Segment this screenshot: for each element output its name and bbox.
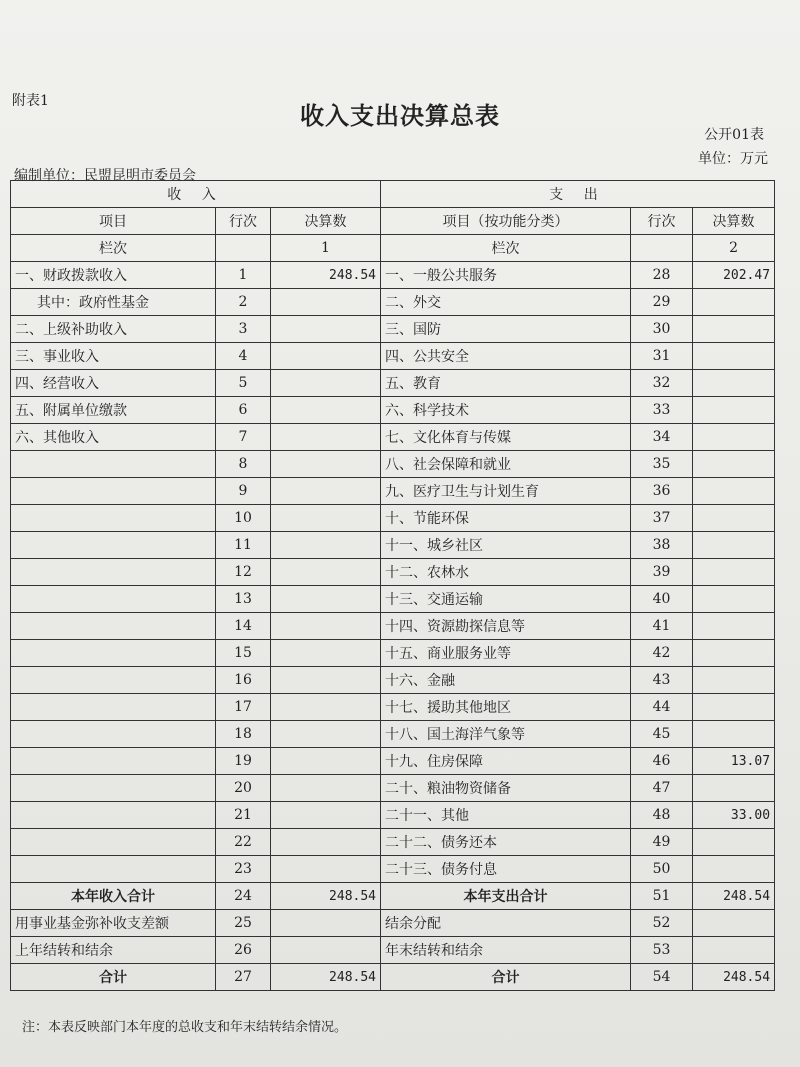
income-expense-table	[10, 180, 775, 991]
income-line-cell: 6	[216, 397, 271, 424]
expense-line-cell: 49	[631, 829, 693, 856]
expense-line-cell: 34	[631, 424, 693, 451]
table-row	[11, 586, 775, 613]
table-row	[11, 748, 775, 775]
income-line-cell: 1	[216, 262, 271, 289]
income-line-cell: 2	[216, 289, 271, 316]
income-item-cell: 四、经营收入	[11, 370, 216, 397]
table-row	[11, 829, 775, 856]
expense-item-cell: 十八、国土海洋气象等	[381, 721, 631, 748]
expense-line-cell: 42	[631, 640, 693, 667]
expense-line-cell: 50	[631, 856, 693, 883]
income-amount-cell	[271, 829, 381, 856]
expense-item-cell: 十三、交通运输	[381, 586, 631, 613]
income-line-cell: 11	[216, 532, 271, 559]
income-item-cell	[11, 775, 216, 802]
table-row	[11, 964, 775, 991]
column-header-row	[11, 208, 775, 235]
expense-amount-cell	[693, 424, 775, 451]
income-amount-cell	[271, 856, 381, 883]
expense-amount-cell	[693, 316, 775, 343]
attachment-label: 附表1	[12, 93, 49, 109]
income-amount-cell	[271, 397, 381, 424]
expense-line-cell: 37	[631, 505, 693, 532]
expense-amount-cell	[693, 505, 775, 532]
col-index-2: 2	[693, 235, 775, 262]
income-amount-cell	[271, 586, 381, 613]
income-line-cell: 15	[216, 640, 271, 667]
expense-line-cell: 54	[631, 964, 693, 991]
income-amount-cell	[271, 316, 381, 343]
col-header-line: 行次	[216, 208, 271, 235]
expense-line-cell: 47	[631, 775, 693, 802]
expense-amount-cell	[693, 937, 775, 964]
expense-item-cell: 三、国防	[381, 316, 631, 343]
expense-item-cell: 二十、粮油物资储备	[381, 775, 631, 802]
expense-amount-cell	[693, 694, 775, 721]
income-amount-cell	[271, 505, 381, 532]
income-line-cell: 5	[216, 370, 271, 397]
income-amount-cell	[271, 640, 381, 667]
table-row	[11, 694, 775, 721]
expense-amount-cell: 33.00	[693, 802, 775, 829]
expense-item-cell: 六、科学技术	[381, 397, 631, 424]
col-header-line-2: 行次	[631, 208, 693, 235]
expense-amount-cell	[693, 613, 775, 640]
expense-item-cell: 二、外交	[381, 289, 631, 316]
income-amount-cell: 248.54	[271, 964, 381, 991]
expense-amount-cell	[693, 775, 775, 802]
expense-amount-cell: 248.54	[693, 964, 775, 991]
expense-item-cell: 结余分配	[381, 910, 631, 937]
income-amount-cell	[271, 613, 381, 640]
table-row	[11, 262, 775, 289]
expense-amount-cell	[693, 532, 775, 559]
income-line-cell: 18	[216, 721, 271, 748]
income-line-cell: 13	[216, 586, 271, 613]
income-item-cell	[11, 586, 216, 613]
table-row	[11, 910, 775, 937]
expense-line-cell: 46	[631, 748, 693, 775]
expense-item-cell: 一、一般公共服务	[381, 262, 631, 289]
col-index-label: 栏次	[11, 235, 216, 262]
table-row	[11, 613, 775, 640]
expense-item-cell: 二十三、债务付息	[381, 856, 631, 883]
income-line-cell: 25	[216, 910, 271, 937]
table-row	[11, 640, 775, 667]
expense-amount-cell	[693, 370, 775, 397]
income-item-cell: 用事业基金弥补收支差额	[11, 910, 216, 937]
income-amount-cell	[271, 370, 381, 397]
income-item-cell	[11, 748, 216, 775]
table-row	[11, 505, 775, 532]
col-index-1: 1	[271, 235, 381, 262]
income-item-cell: 其中：政府性基金	[11, 289, 216, 316]
expense-amount-cell	[693, 451, 775, 478]
income-line-cell: 26	[216, 937, 271, 964]
income-amount-cell	[271, 694, 381, 721]
expense-item-cell: 十五、商业服务业等	[381, 640, 631, 667]
expense-item-cell: 十一、城乡社区	[381, 532, 631, 559]
income-amount-cell	[271, 721, 381, 748]
expense-item-cell: 九、医疗卫生与计划生育	[381, 478, 631, 505]
expense-item-cell: 十四、资源勘探信息等	[381, 613, 631, 640]
expense-line-cell: 36	[631, 478, 693, 505]
table-row	[11, 559, 775, 586]
expense-line-cell: 30	[631, 316, 693, 343]
table-row	[11, 451, 775, 478]
table-row	[11, 532, 775, 559]
expense-amount-cell: 202.47	[693, 262, 775, 289]
income-line-cell: 23	[216, 856, 271, 883]
expense-amount-cell	[693, 856, 775, 883]
income-item-cell: 五、附属单位缴款	[11, 397, 216, 424]
expense-item-cell: 五、教育	[381, 370, 631, 397]
expense-amount-cell	[693, 667, 775, 694]
income-item-cell: 上年结转和结余	[11, 937, 216, 964]
income-item-cell	[11, 802, 216, 829]
income-amount-cell: 248.54	[271, 262, 381, 289]
income-item-cell: 一、财政拨款收入	[11, 262, 216, 289]
income-line-cell: 24	[216, 883, 271, 910]
income-amount-cell	[271, 910, 381, 937]
income-item-cell	[11, 532, 216, 559]
income-line-cell: 4	[216, 343, 271, 370]
table-row	[11, 883, 775, 910]
income-amount-cell	[271, 667, 381, 694]
expense-amount-cell	[693, 478, 775, 505]
col-index-empty-2	[631, 235, 693, 262]
table-row	[11, 775, 775, 802]
income-line-cell: 12	[216, 559, 271, 586]
expense-item-cell: 合计	[381, 964, 631, 991]
expense-item-cell: 十、节能环保	[381, 505, 631, 532]
expense-line-cell: 35	[631, 451, 693, 478]
income-line-cell: 8	[216, 451, 271, 478]
expense-line-cell: 51	[631, 883, 693, 910]
table-row	[11, 343, 775, 370]
table-row	[11, 721, 775, 748]
income-item-cell	[11, 478, 216, 505]
income-item-cell	[11, 559, 216, 586]
income-amount-cell	[271, 532, 381, 559]
income-item-cell: 六、其他收入	[11, 424, 216, 451]
income-line-cell: 19	[216, 748, 271, 775]
col-header-item: 项目	[11, 208, 216, 235]
income-section-header: 收 入	[11, 181, 381, 208]
table-row	[11, 424, 775, 451]
expense-amount-cell	[693, 586, 775, 613]
expense-item-cell: 十二、农林水	[381, 559, 631, 586]
income-item-cell: 三、事业收入	[11, 343, 216, 370]
expense-amount-cell	[693, 721, 775, 748]
expense-line-cell: 48	[631, 802, 693, 829]
table-row	[11, 316, 775, 343]
expense-amount-cell	[693, 289, 775, 316]
expense-amount-cell	[693, 829, 775, 856]
income-amount-cell	[271, 775, 381, 802]
expense-item-cell: 二十二、债务还本	[381, 829, 631, 856]
table-row	[11, 370, 775, 397]
income-item-cell: 合计	[11, 964, 216, 991]
expense-amount-cell: 13.07	[693, 748, 775, 775]
expense-line-cell: 41	[631, 613, 693, 640]
organization-label: 编制单位：民盟昆明市委员会	[14, 168, 196, 184]
expense-item-cell: 二十一、其他	[381, 802, 631, 829]
income-line-cell: 20	[216, 775, 271, 802]
expense-line-cell: 40	[631, 586, 693, 613]
expense-item-cell: 十九、住房保障	[381, 748, 631, 775]
income-amount-cell	[271, 424, 381, 451]
table-row	[11, 478, 775, 505]
expense-line-cell: 39	[631, 559, 693, 586]
table-row	[11, 856, 775, 883]
income-line-cell: 7	[216, 424, 271, 451]
income-item-cell: 二、上级补助收入	[11, 316, 216, 343]
table-row	[11, 397, 775, 424]
expense-amount-cell: 248.54	[693, 883, 775, 910]
expense-amount-cell	[693, 397, 775, 424]
expense-line-cell: 52	[631, 910, 693, 937]
expense-item-cell: 年末结转和结余	[381, 937, 631, 964]
expense-line-cell: 45	[631, 721, 693, 748]
income-item-cell: 本年收入合计	[11, 883, 216, 910]
expense-line-cell: 53	[631, 937, 693, 964]
expense-amount-cell	[693, 559, 775, 586]
expense-amount-cell	[693, 640, 775, 667]
col-header-amount: 决算数	[271, 208, 381, 235]
income-line-cell: 17	[216, 694, 271, 721]
expense-line-cell: 28	[631, 262, 693, 289]
expense-line-cell: 31	[631, 343, 693, 370]
table-row	[11, 667, 775, 694]
section-header-row	[11, 181, 775, 208]
expense-item-cell: 十七、援助其他地区	[381, 694, 631, 721]
income-item-cell	[11, 856, 216, 883]
income-amount-cell	[271, 289, 381, 316]
income-line-cell: 16	[216, 667, 271, 694]
table-row	[11, 937, 775, 964]
income-amount-cell	[271, 559, 381, 586]
income-line-cell: 3	[216, 316, 271, 343]
expense-item-cell: 本年支出合计	[381, 883, 631, 910]
income-amount-cell	[271, 937, 381, 964]
table-row	[11, 289, 775, 316]
income-line-cell: 9	[216, 478, 271, 505]
expense-line-cell: 32	[631, 370, 693, 397]
income-amount-cell	[271, 748, 381, 775]
expense-line-cell: 29	[631, 289, 693, 316]
income-amount-cell	[271, 802, 381, 829]
expense-amount-cell	[693, 343, 775, 370]
income-item-cell	[11, 505, 216, 532]
table-row	[11, 802, 775, 829]
income-amount-cell	[271, 478, 381, 505]
form-number: 公开01表	[704, 127, 764, 143]
page-title: 收入支出决算总表	[300, 101, 500, 130]
expense-section-header: 支 出	[381, 181, 775, 208]
income-item-cell	[11, 613, 216, 640]
income-amount-cell	[271, 451, 381, 478]
expense-item-cell: 十六、金融	[381, 667, 631, 694]
income-item-cell	[11, 640, 216, 667]
income-item-cell	[11, 451, 216, 478]
expense-item-cell: 七、文化体育与传媒	[381, 424, 631, 451]
expense-amount-cell	[693, 910, 775, 937]
income-line-cell: 10	[216, 505, 271, 532]
income-line-cell: 22	[216, 829, 271, 856]
col-index-empty	[216, 235, 271, 262]
expense-line-cell: 38	[631, 532, 693, 559]
income-line-cell: 21	[216, 802, 271, 829]
income-item-cell	[11, 721, 216, 748]
unit-label: 单位：万元	[698, 151, 768, 167]
col-header-item-func: 项目（按功能分类）	[381, 208, 631, 235]
col-header-amount-2: 决算数	[693, 208, 775, 235]
expense-line-cell: 44	[631, 694, 693, 721]
col-index-label-2: 栏次	[381, 235, 631, 262]
income-amount-cell: 248.54	[271, 883, 381, 910]
expense-line-cell: 43	[631, 667, 693, 694]
expense-item-cell: 四、公共安全	[381, 343, 631, 370]
income-line-cell: 27	[216, 964, 271, 991]
income-amount-cell	[271, 343, 381, 370]
expense-line-cell: 33	[631, 397, 693, 424]
column-index-row	[11, 235, 775, 262]
income-item-cell	[11, 694, 216, 721]
income-item-cell	[11, 829, 216, 856]
footnote: 注：本表反映部门本年度的总收支和年末结转结余情况。	[22, 1020, 348, 1035]
income-item-cell	[11, 667, 216, 694]
expense-item-cell: 八、社会保障和就业	[381, 451, 631, 478]
income-line-cell: 14	[216, 613, 271, 640]
